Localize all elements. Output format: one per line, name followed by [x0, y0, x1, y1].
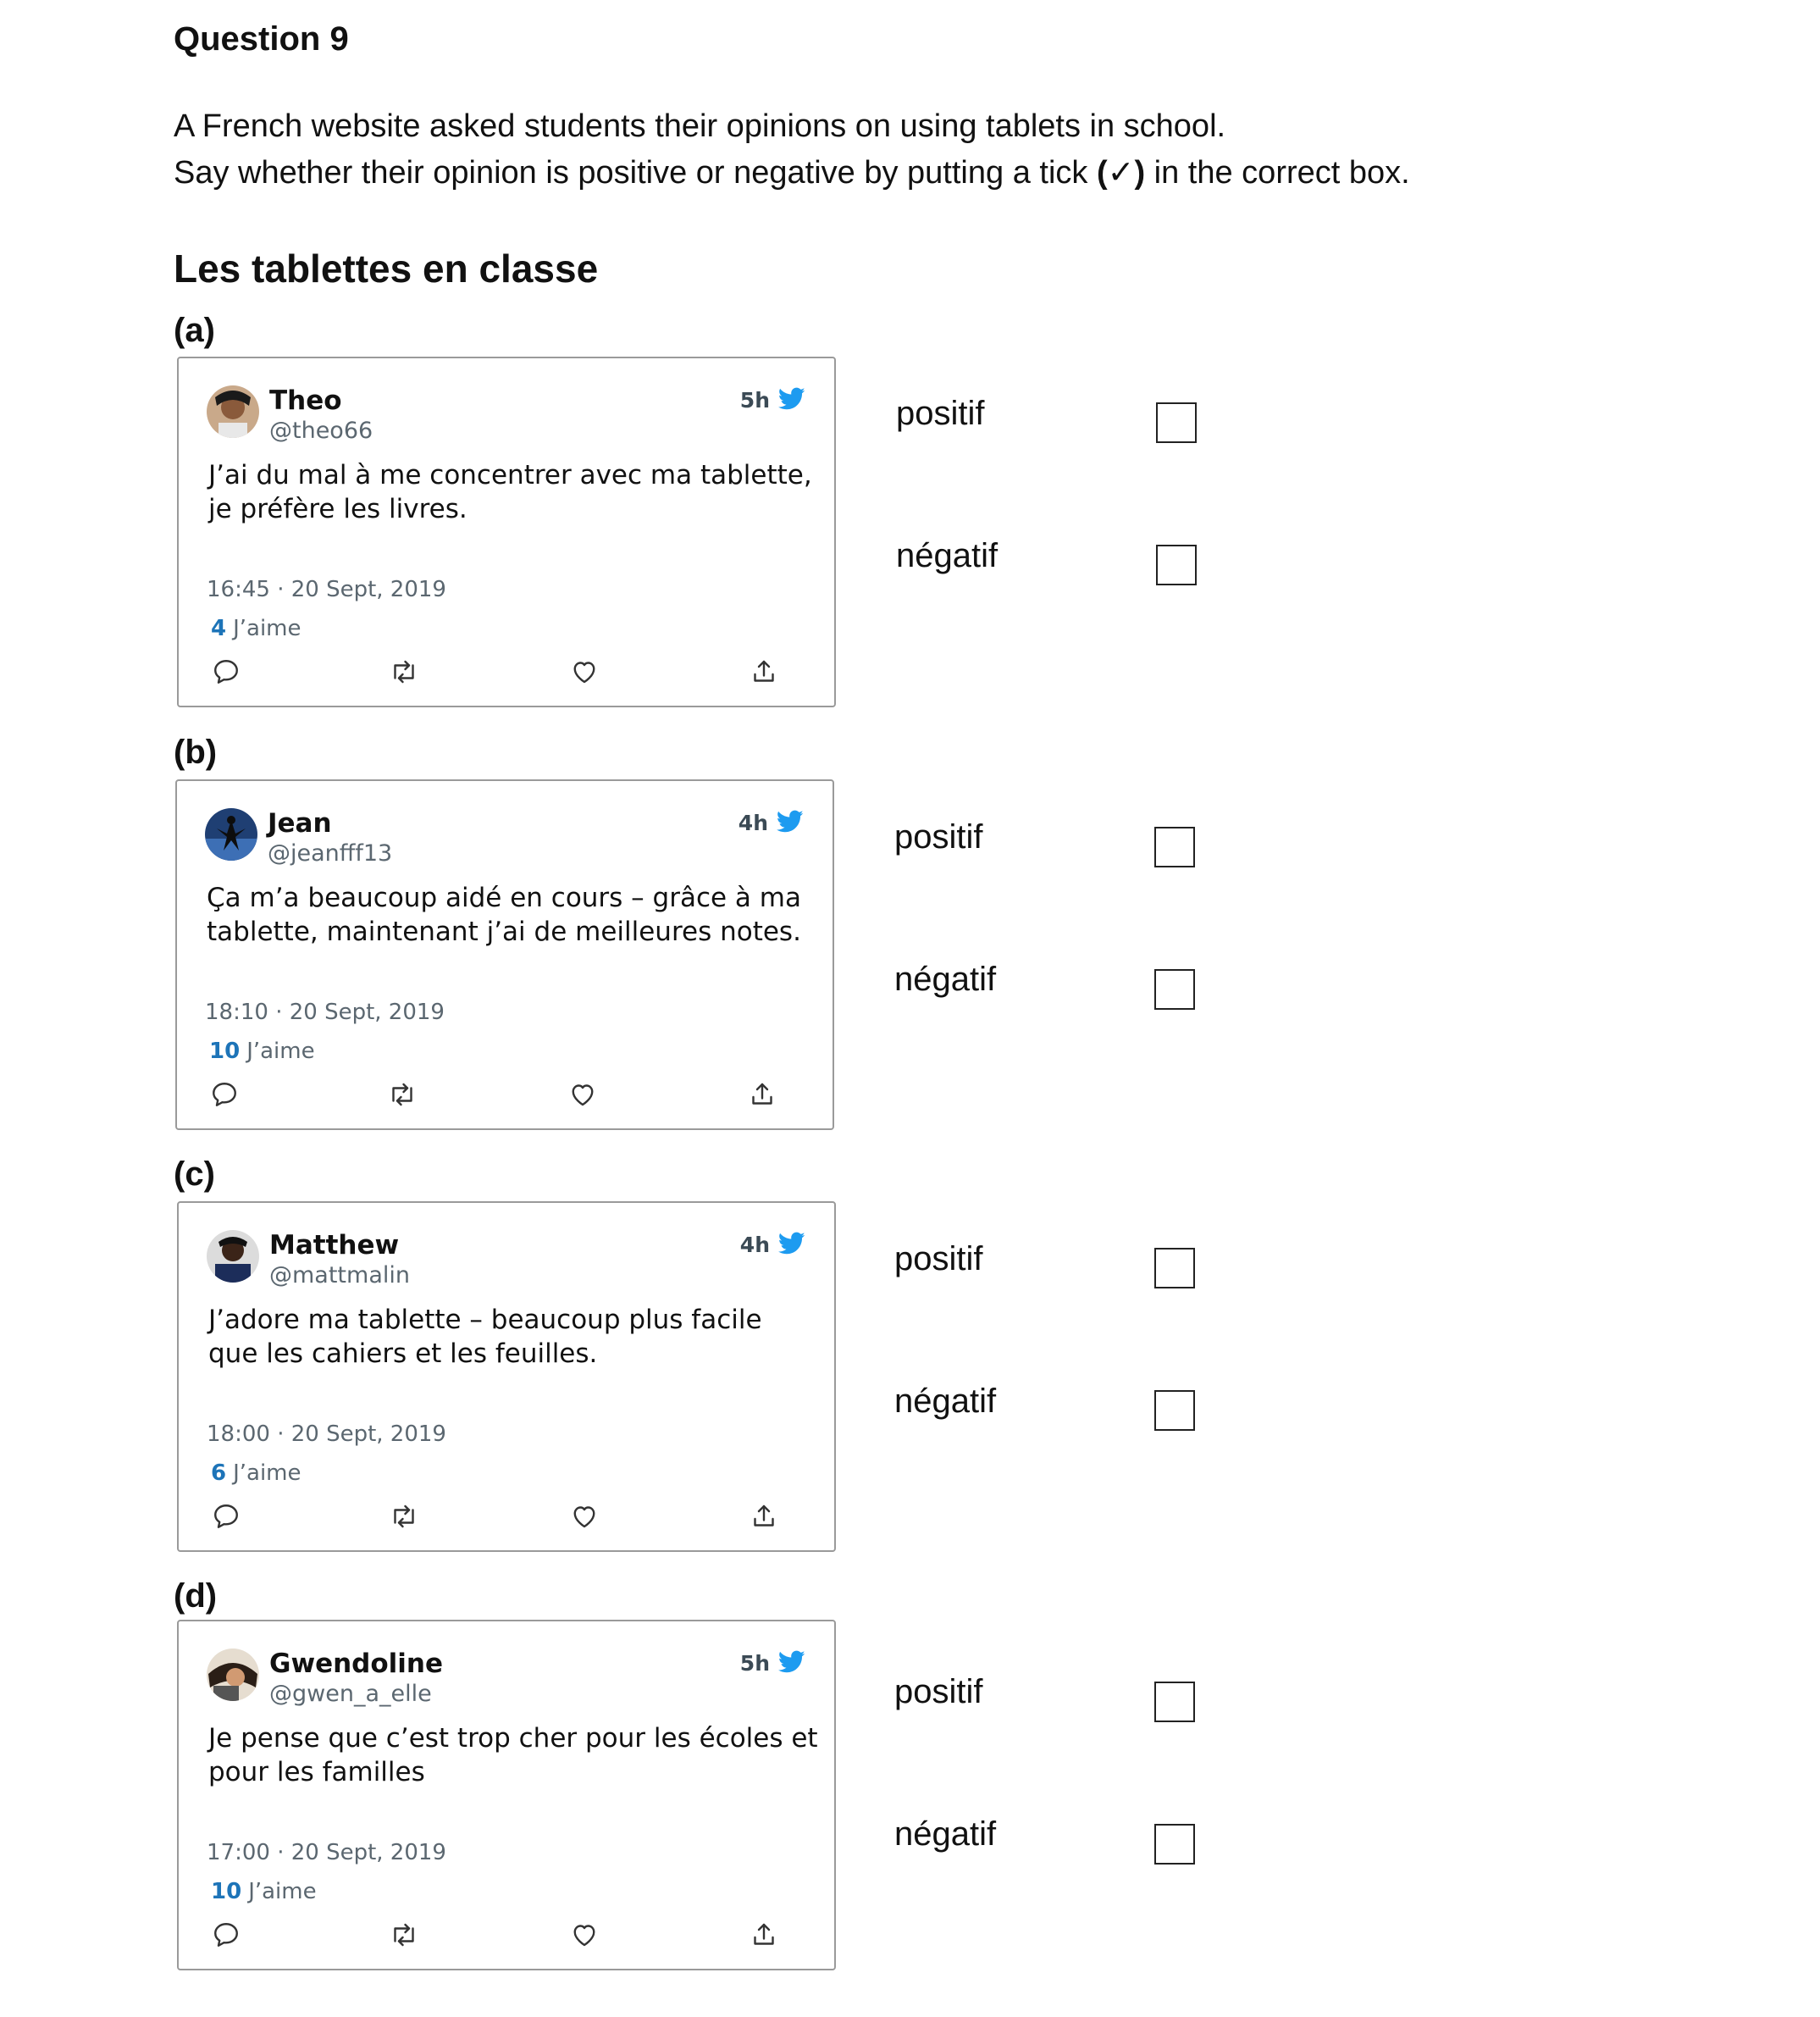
like-label: J’aime — [233, 1460, 301, 1486]
user-handle: @mattmalin — [269, 1262, 410, 1288]
instruction-line-2-start: Say whether their opinion is positive or negative by putting a tick — [174, 155, 1097, 191]
reply-icon[interactable] — [209, 1079, 240, 1110]
reply-icon[interactable] — [211, 657, 241, 687]
item-label-c: (c) — [174, 1155, 215, 1193]
like-icon[interactable] — [569, 657, 600, 687]
avatar — [207, 385, 259, 438]
option-negatif-d: négatif — [894, 1815, 997, 1853]
item-label-b: (b) — [174, 734, 218, 771]
tweet-date: 17:00 · 20 Sept, 2019 — [207, 1840, 446, 1865]
tweet-date: 18:10 · 20 Sept, 2019 — [205, 1000, 445, 1025]
like-label: J’aime — [233, 616, 301, 641]
like-icon[interactable] — [569, 1501, 600, 1532]
like-number: 4 — [211, 616, 227, 641]
tweet-date: 18:00 · 20 Sept, 2019 — [207, 1421, 446, 1447]
tweet-actions — [179, 657, 834, 690]
option-positif-b: positif — [894, 818, 983, 856]
user-handle: @theo66 — [269, 418, 373, 444]
instruction-line-2 — [174, 153, 1410, 191]
user-name: Jean — [268, 808, 332, 839]
user-handle: @jeanfff13 — [268, 840, 393, 867]
retweet-icon[interactable] — [389, 657, 419, 687]
tweet-date: 16:45 · 20 Sept, 2019 — [207, 577, 446, 602]
instruction-line-2-end: in the correct box. — [1145, 155, 1410, 191]
tweet-age: 5h — [739, 388, 770, 413]
like-icon[interactable] — [569, 1920, 600, 1950]
checkbox-positif-c[interactable] — [1154, 1248, 1195, 1288]
share-icon[interactable] — [747, 1079, 777, 1110]
twitter-bird-icon — [778, 1650, 805, 1674]
user-name: Theo — [269, 385, 342, 416]
tweet-card-b — [175, 779, 834, 1130]
user-name: Gwendoline — [269, 1649, 444, 1679]
tweet-card-d — [177, 1620, 836, 1970]
section-title: Les tablettes en classe — [174, 247, 599, 291]
checkbox-positif-d[interactable] — [1154, 1682, 1195, 1722]
tweet-actions — [179, 1920, 834, 1953]
checkbox-positif-b[interactable] — [1154, 827, 1195, 867]
like-count — [211, 1460, 301, 1486]
reply-icon[interactable] — [211, 1501, 241, 1532]
tweet-actions — [177, 1079, 833, 1113]
reply-icon[interactable] — [211, 1920, 241, 1950]
instruction-line-1: A French website asked students their opinions on using tablets in school. — [174, 108, 1226, 144]
like-number: 10 — [211, 1879, 242, 1904]
avatar — [207, 1649, 259, 1701]
share-icon[interactable] — [749, 657, 779, 687]
share-icon[interactable] — [749, 1501, 779, 1532]
tweet-actions — [179, 1501, 834, 1535]
option-positif-a: positif — [896, 395, 985, 432]
tweet-text: J’adore ma tablette – beaucoup plus facile que les cahiers et les feuilles. — [208, 1305, 762, 1369]
option-negatif-a: négatif — [896, 537, 999, 574]
twitter-bird-icon — [778, 1232, 805, 1255]
like-label: J’aime — [246, 1039, 315, 1064]
retweet-icon[interactable] — [389, 1501, 419, 1532]
like-number: 10 — [209, 1039, 241, 1064]
checkbox-negatif-b[interactable] — [1154, 969, 1195, 1010]
share-icon[interactable] — [749, 1920, 779, 1950]
twitter-bird-icon — [778, 387, 805, 411]
tweet-text: J’ai du mal à me concentrer avec ma tablette, je préfère les livres. — [208, 460, 812, 524]
checkbox-positif-a[interactable] — [1156, 402, 1197, 443]
option-negatif-b: négatif — [894, 961, 997, 998]
checkbox-negatif-a[interactable] — [1156, 545, 1197, 585]
question-title: Question 9 — [174, 20, 349, 58]
tweet-age: 4h — [738, 811, 768, 835]
tweet-text: Je pense que c’est trop cher pour les écoles et pour les familles — [208, 1723, 818, 1787]
tweet-age: 4h — [739, 1233, 770, 1257]
item-label-d: (d) — [174, 1577, 218, 1615]
tweet-text: Ça m’a beaucoup aidé en cours – grâce à ma tablette, maintenant j’ai de meilleures notes. — [207, 883, 801, 947]
avatar — [205, 808, 257, 861]
tweet-card-a — [177, 357, 836, 707]
checkbox-negatif-d[interactable] — [1154, 1824, 1195, 1865]
retweet-icon[interactable] — [387, 1079, 418, 1110]
twitter-bird-icon — [777, 810, 804, 834]
retweet-icon[interactable] — [389, 1920, 419, 1950]
user-handle: @gwen_a_elle — [269, 1681, 432, 1707]
like-count — [209, 1039, 315, 1064]
like-count — [211, 616, 301, 641]
item-label-a: (a) — [174, 312, 215, 349]
option-positif-c: positif — [894, 1240, 983, 1277]
like-icon[interactable] — [567, 1079, 598, 1110]
user-name: Matthew — [269, 1230, 400, 1261]
checkbox-negatif-c[interactable] — [1154, 1390, 1195, 1431]
tweet-card-c — [177, 1201, 836, 1552]
tweet-age: 5h — [739, 1651, 770, 1676]
option-positif-d: positif — [894, 1673, 983, 1710]
like-label: J’aime — [248, 1879, 317, 1904]
avatar — [207, 1230, 259, 1283]
like-count — [211, 1879, 317, 1904]
like-number: 6 — [211, 1460, 227, 1486]
tick-symbol: (✓) — [1096, 155, 1146, 191]
option-negatif-c: négatif — [894, 1383, 997, 1420]
